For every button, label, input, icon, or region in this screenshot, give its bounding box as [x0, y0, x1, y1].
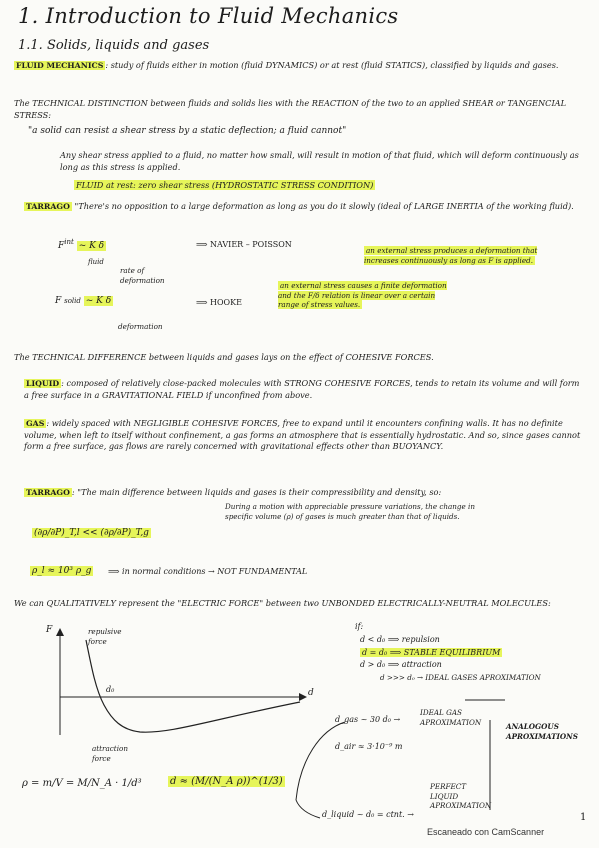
compressibility-text: (∂ρ/∂P)_T,l << (∂ρ/∂P)_T,g: [34, 528, 149, 538]
cases-list: [360, 634, 502, 672]
definition-text: : study of fluids either in motion (fluid DYNAMICS) or at rest (fluid STATICS), classified by liquids and gases.: [105, 60, 559, 70]
tarrago-label-1: TARRAGO: [26, 202, 70, 211]
fluid-force-sup: int: [64, 238, 74, 246]
fluid-subscript: fluid: [88, 258, 104, 266]
fluid-force-rhs: ~ K δ̇: [78, 241, 105, 251]
repulsive-force-label: repulsive force: [88, 627, 122, 646]
electric-force-intro: We can QUALITATIVELY represent the "ELECTRIC FORCE" between two UNBONDED ELECTRICALLY-NEUTRAL MOLECULES:: [14, 598, 551, 608]
page-number: 1: [580, 812, 587, 823]
distinction-text: The TECHNICAL DISTINCTION between fluids and solids lies with the REACTION of the two to an applied SHEAR or TANGENCIAL STRESS:: [14, 98, 567, 120]
fluid-force-symbol: F: [58, 241, 65, 251]
solid-force-rhs: ~ K δ: [85, 296, 112, 306]
distance-formula-text: d ≈ (M/(N_A ρ))^(1/3): [170, 776, 283, 787]
ideal-gas-approx-label: IDEAL GAS APROXIMATION: [420, 708, 482, 727]
distance-formula: [168, 776, 285, 787]
solid-deformation-text: an external stress causes a finite deformation and the F/δ relation is linear over a certain range of stress values.: [278, 281, 447, 309]
density-formula: ρ = m/V = M/N_A · 1/d³: [22, 778, 142, 789]
gas-text: : widely spaced with NEGLIGIBLE COHESIVE FORCES, free to expand until it encounters confining walls. It has no definite volume, when left to itself without confinement, a gas forms an atmosphere that is essentially hydrostatic. And so, since gases cannot form a free surface, gas flows are rarely concerned with gravitational effects other than BUOYANCY.: [24, 418, 581, 451]
solid-subscript: solid: [64, 297, 81, 305]
definition-label: FLUID MECHANICS: [16, 61, 104, 70]
tarrago-text-2: : "The main difference between liquids and gases is their compressibility and density, so:: [71, 487, 442, 497]
curved-arrow-line-lower: [296, 800, 320, 818]
liquid-label: LIQUID: [26, 379, 60, 388]
attraction-force-label: attraction force: [92, 744, 128, 763]
case-repulsion: d < d₀ ⟹ repulsion: [360, 635, 440, 644]
navier-poisson-arrow: ⟹ NAVIER – POISSON: [196, 240, 292, 249]
curved-arrow-line: [296, 722, 345, 800]
scanner-footer: Escaneado con CamScanner: [427, 827, 545, 837]
x-axis-arrow-icon: [299, 693, 307, 701]
perfect-liquid-approx-label: PERFECT LIQUID APROXIMATION: [430, 782, 492, 810]
density-ratio-text: ρ_l ≈ 10³ ρ_g: [32, 566, 92, 576]
specific-volume-note: During a motion with appreciable pressure variations, the change in specific volume (ρ) of gases is much greater than that of liquids.: [225, 502, 475, 521]
fluid-deformation-text: an external stress produces a deformation that increases continuously as long as F is applied.: [364, 246, 538, 265]
hydrostatic-text: FLUID at rest: zero shear stress (HYDROSTATIC STRESS CONDITION): [76, 180, 374, 190]
case-equilibrium: [360, 647, 502, 660]
not-fundamental: ⟹ in normal conditions → NOT FUNDAMENTAL: [108, 567, 308, 576]
gas-distance: d_gas ~ 30 d₀ →: [335, 715, 401, 724]
graph-y-label: F: [46, 625, 53, 635]
liquid-distance: d_liquid ~ d₀ = ctnt. →: [322, 810, 414, 819]
liquid-text: : composed of relatively close-packed molecules with STRONG COHESIVE FORCES, tends to retain its volume and will form a free surface in a GRAVITATIONAL FIELD if unconfined from above.: [24, 378, 580, 400]
force-curve: [86, 640, 300, 732]
hooke-arrow: ⟹ HOOKE: [196, 298, 242, 307]
tarrago-label-2: TARRAGO: [26, 488, 70, 497]
analogous-approx-label: ANALOGOUS APROXIMATIONS: [506, 722, 578, 741]
ideal-gas-case: d >>> d₀ → IDEAL GASES APROXIMATION: [380, 673, 541, 682]
graph-x-label: d: [308, 688, 314, 698]
case-attraction: d > d₀ ⟹ attraction: [360, 660, 442, 669]
section-subtitle: 1.1. Solids, liquids and gases: [18, 38, 210, 53]
page-title: 1. Introduction to Fluid Mechanics: [18, 4, 399, 28]
shear-consequence: Any shear stress applied to a fluid, no matter how small, will result in motion of that fluid, which will deform continuously as long as this stress is applied.: [60, 150, 579, 172]
cases-header: if:: [355, 622, 364, 631]
case-equilibrium-text: d = d₀ ⟹ STABLE EQUILIBRIUM: [362, 647, 501, 657]
tarrago-text-1: "There's no opposition to a large deformation as long as you do it slowly (ideal of LARGE INERTIA of the working fluid).: [74, 201, 574, 211]
rate-of-deformation-label: rate of deformation: [120, 266, 165, 285]
liquid-gas-difference: The TECHNICAL DIFFERENCE between liquids and gases lays on the effect of COHESIVE FORCES.: [14, 352, 434, 362]
deformation-label: deformation: [118, 322, 163, 331]
shear-quote: "a solid can resist a shear stress by a static deflection; a fluid cannot": [28, 126, 347, 136]
gas-label: GAS: [26, 419, 45, 428]
y-axis-arrow-icon: [56, 628, 64, 636]
d0-label: d₀: [106, 685, 115, 694]
air-distance: d_air ≈ 3·10⁻⁹ m: [335, 742, 403, 751]
solid-force-symbol: F: [55, 296, 62, 306]
